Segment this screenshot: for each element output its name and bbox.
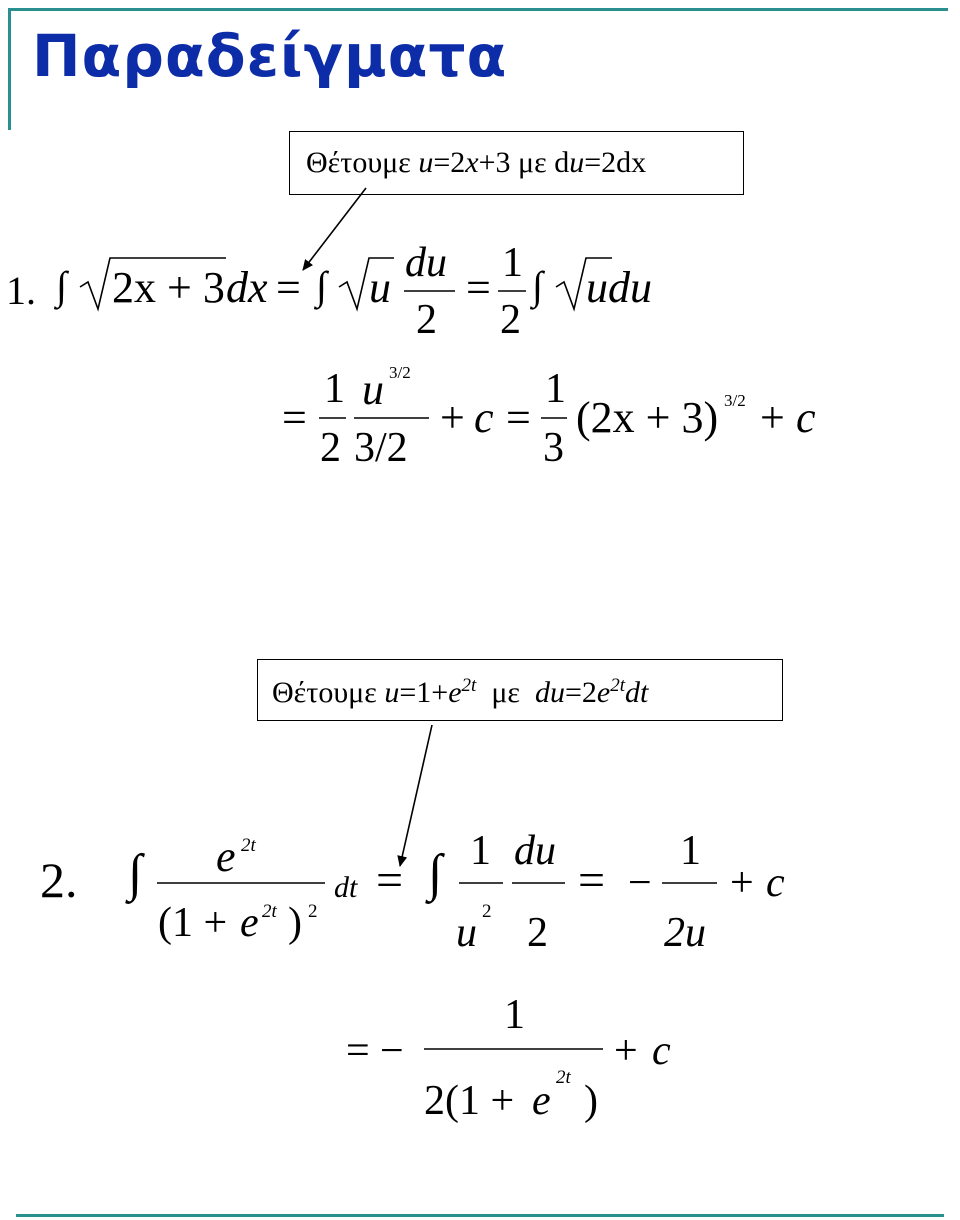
ex2-final-den-close: ): [584, 1078, 598, 1124]
note2-eq1: =1+: [399, 676, 449, 709]
ex2-eq-1: =: [376, 854, 404, 907]
ex1-plus-1: +: [440, 393, 465, 442]
note2-exp: 2t: [461, 675, 477, 696]
ex1-u-num: u: [362, 365, 384, 414]
page-title: Παραδείγματα: [32, 22, 508, 90]
ex1-c-2: c: [796, 393, 816, 442]
ex2-12u-num: 1: [680, 828, 701, 874]
note2-du: du: [535, 676, 565, 709]
ex2-1u2-u: u: [456, 910, 477, 956]
ex1-plus-2: +: [760, 393, 785, 442]
ex2-den-open: (1 +: [158, 900, 228, 946]
ex1-udu: udu: [586, 263, 652, 312]
ex1-label: 1.: [6, 268, 36, 313]
note2-me: με: [491, 676, 520, 709]
ex1-c-1: c: [474, 393, 494, 442]
ex2-integral-1: ∫: [128, 845, 143, 902]
note1-u2: u: [569, 146, 585, 179]
ex2-1u2-num: 1: [470, 828, 491, 874]
ex2-c-1: c: [766, 860, 785, 906]
note1-rest1: +3 με d: [478, 146, 570, 179]
ex1-third-den: 3: [543, 425, 564, 471]
ex2-den-close: ): [288, 900, 302, 946]
ex1-half-den: 2: [500, 297, 521, 343]
ex1-dx: dx: [226, 263, 268, 312]
ex1-rad-body: 2x + 3: [112, 263, 225, 312]
ex2-du-den: 2: [527, 910, 548, 956]
ex1-half-num: 1: [502, 240, 523, 286]
ex2-final-den-open: 2(1 +: [424, 1078, 515, 1124]
ex2-final-den-exp: 2t: [556, 1067, 571, 1088]
note2-e: e: [448, 676, 462, 709]
ex1-paren-exp: 3/2: [724, 391, 746, 410]
ex2-final-num: 1: [504, 992, 525, 1038]
note1-lead: Θέτουμε: [306, 146, 411, 179]
ex1-eq-3: =: [282, 393, 307, 442]
ex1-eq-4: =: [506, 393, 531, 442]
note2-u: u: [384, 676, 400, 709]
ex2-e-num: e: [216, 832, 236, 881]
ex1-u-exp: 3/2: [389, 363, 411, 382]
ex2-du-num: du: [514, 828, 556, 874]
note1-x: x: [465, 146, 479, 179]
ex2-den-sq: 2: [308, 901, 318, 922]
note2-exp2: 2t: [610, 675, 626, 696]
ex1-eq-1: =: [276, 263, 301, 312]
ex2-1u2-sq: 2: [482, 901, 492, 922]
ex2-c-2: c: [652, 1028, 671, 1074]
ex1-integral-2: ∫: [316, 263, 327, 308]
ex1-paren: (2x + 3): [576, 393, 719, 442]
note1-rest2: =2dx: [584, 146, 647, 179]
ex2-e-num-exp: 2t: [241, 835, 256, 856]
arrow-1: [303, 188, 366, 270]
note1-u: u: [418, 146, 434, 179]
ex1-integral-1: ∫: [56, 263, 67, 308]
ex1-half2-num: 1: [324, 366, 345, 412]
ex1-third-num: 1: [545, 366, 566, 412]
note2-dt: dt: [625, 676, 649, 709]
ex1-du-num: du: [405, 240, 447, 286]
ex2-den-e-exp: 2t: [262, 901, 277, 922]
ex2-plus-2: +: [614, 1028, 638, 1074]
note2-lead: Θέτουμε: [272, 676, 377, 709]
ex2-eq-2: =: [578, 854, 606, 907]
ex1-du-den: 2: [416, 297, 437, 343]
ex2-dt: dt: [334, 871, 358, 904]
ex2-12u-den: 2u: [664, 910, 706, 956]
ex1-den32: 3/2: [354, 425, 408, 471]
ex1-half2-den: 2: [320, 425, 341, 471]
note1-eq1: =2: [433, 146, 466, 179]
ex1-integral-3: ∫: [532, 263, 543, 308]
ex2-label: 2.: [40, 852, 78, 908]
ex1-eq-2: =: [466, 263, 491, 312]
ex2-minus-1: −: [628, 860, 652, 906]
ex1-u: u: [369, 263, 391, 312]
ex2-minus-2: −: [380, 1028, 404, 1074]
ex2-eq-3: =: [346, 1028, 370, 1074]
ex2-integral-2: ∫: [428, 845, 443, 902]
note2-eq2: =2: [565, 676, 597, 709]
ex2-plus-1: +: [730, 860, 754, 906]
ex2-final-den-e: e: [532, 1078, 551, 1124]
ex2-den-e: e: [240, 900, 259, 946]
note2-e2: e: [596, 676, 611, 709]
